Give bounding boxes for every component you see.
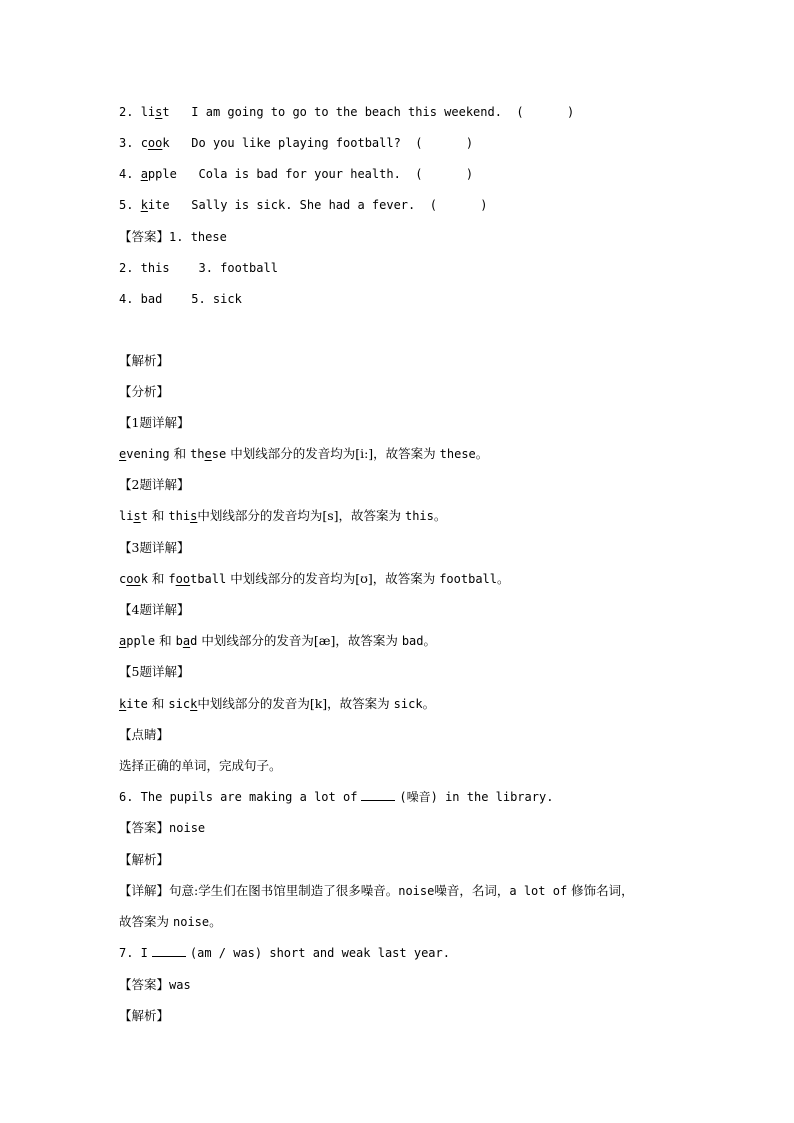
fill-blank (152, 945, 186, 957)
q6-detail-line-1: 【详解】句意:学生们在图书馆里制造了很多噪音。noise噪音，名词，a lot of 修饰名词， (119, 883, 634, 898)
q6-analysis-heading: 【解析】 (119, 852, 170, 867)
question-3: 3. cook Do you like playing football? ( ) (119, 136, 474, 150)
detail-1-heading: 【1题详解】 (119, 415, 190, 430)
detail-3-heading: 【3题详解】 (119, 540, 190, 555)
q6-answer: 【答案】noise (119, 820, 206, 835)
question-5: 5. kite Sally is sick. She had a fever. ( ) (119, 198, 488, 212)
detail-5-text: kite 和 sick中划线部分的发音为[k]，故答案为 sick。 (119, 696, 436, 711)
q7-answer: 【答案】was (119, 977, 191, 992)
answer-line-3: 4. bad 5. sick (119, 292, 242, 306)
answer-line-2: 2. this 3. football (119, 261, 278, 275)
question-6: 6. The pupils are making a lot of (噪音) in the library. (119, 790, 554, 804)
question-7: 7. I (am / was) short and weak last year. (119, 946, 450, 960)
analysis-heading: 【解析】 (119, 353, 170, 368)
q6-detail-line-2: 故答案为 noise。 (119, 914, 222, 929)
fenxi-heading: 【分析】 (119, 384, 170, 399)
detail-4-text: apple 和 bad 中划线部分的发音为[æ]，故答案为 bad。 (119, 633, 437, 648)
answer-label: 【答案】 (119, 229, 170, 244)
dianjing-text: 选择正确的单词，完成句子。 (119, 758, 282, 773)
detail-3-text: cook 和 football 中划线部分的发音均为[ʊ]，故答案为 football。 (119, 571, 510, 586)
q7-analysis-heading: 【解析】 (119, 1008, 170, 1023)
question-2: 2. list I am going to go to the beach this weekend. ( ) (119, 105, 575, 119)
detail-2-text: list 和 this中划线部分的发音均为[s]，故答案为 this。 (119, 508, 447, 523)
fill-blank (361, 789, 395, 801)
answer-line-1: 【答案】1. these (119, 229, 227, 244)
detail-5-heading: 【5题详解】 (119, 664, 190, 679)
detail-1-text: evening 和 these 中划线部分的发音均为[i:]，故答案为 these。 (119, 446, 489, 461)
dianjing-heading: 【点睛】 (119, 727, 170, 742)
detail-4-heading: 【4题详解】 (119, 602, 190, 617)
detail-2-heading: 【2题详解】 (119, 477, 190, 492)
question-4: 4. apple Cola is bad for your health. ( ) (119, 167, 474, 181)
